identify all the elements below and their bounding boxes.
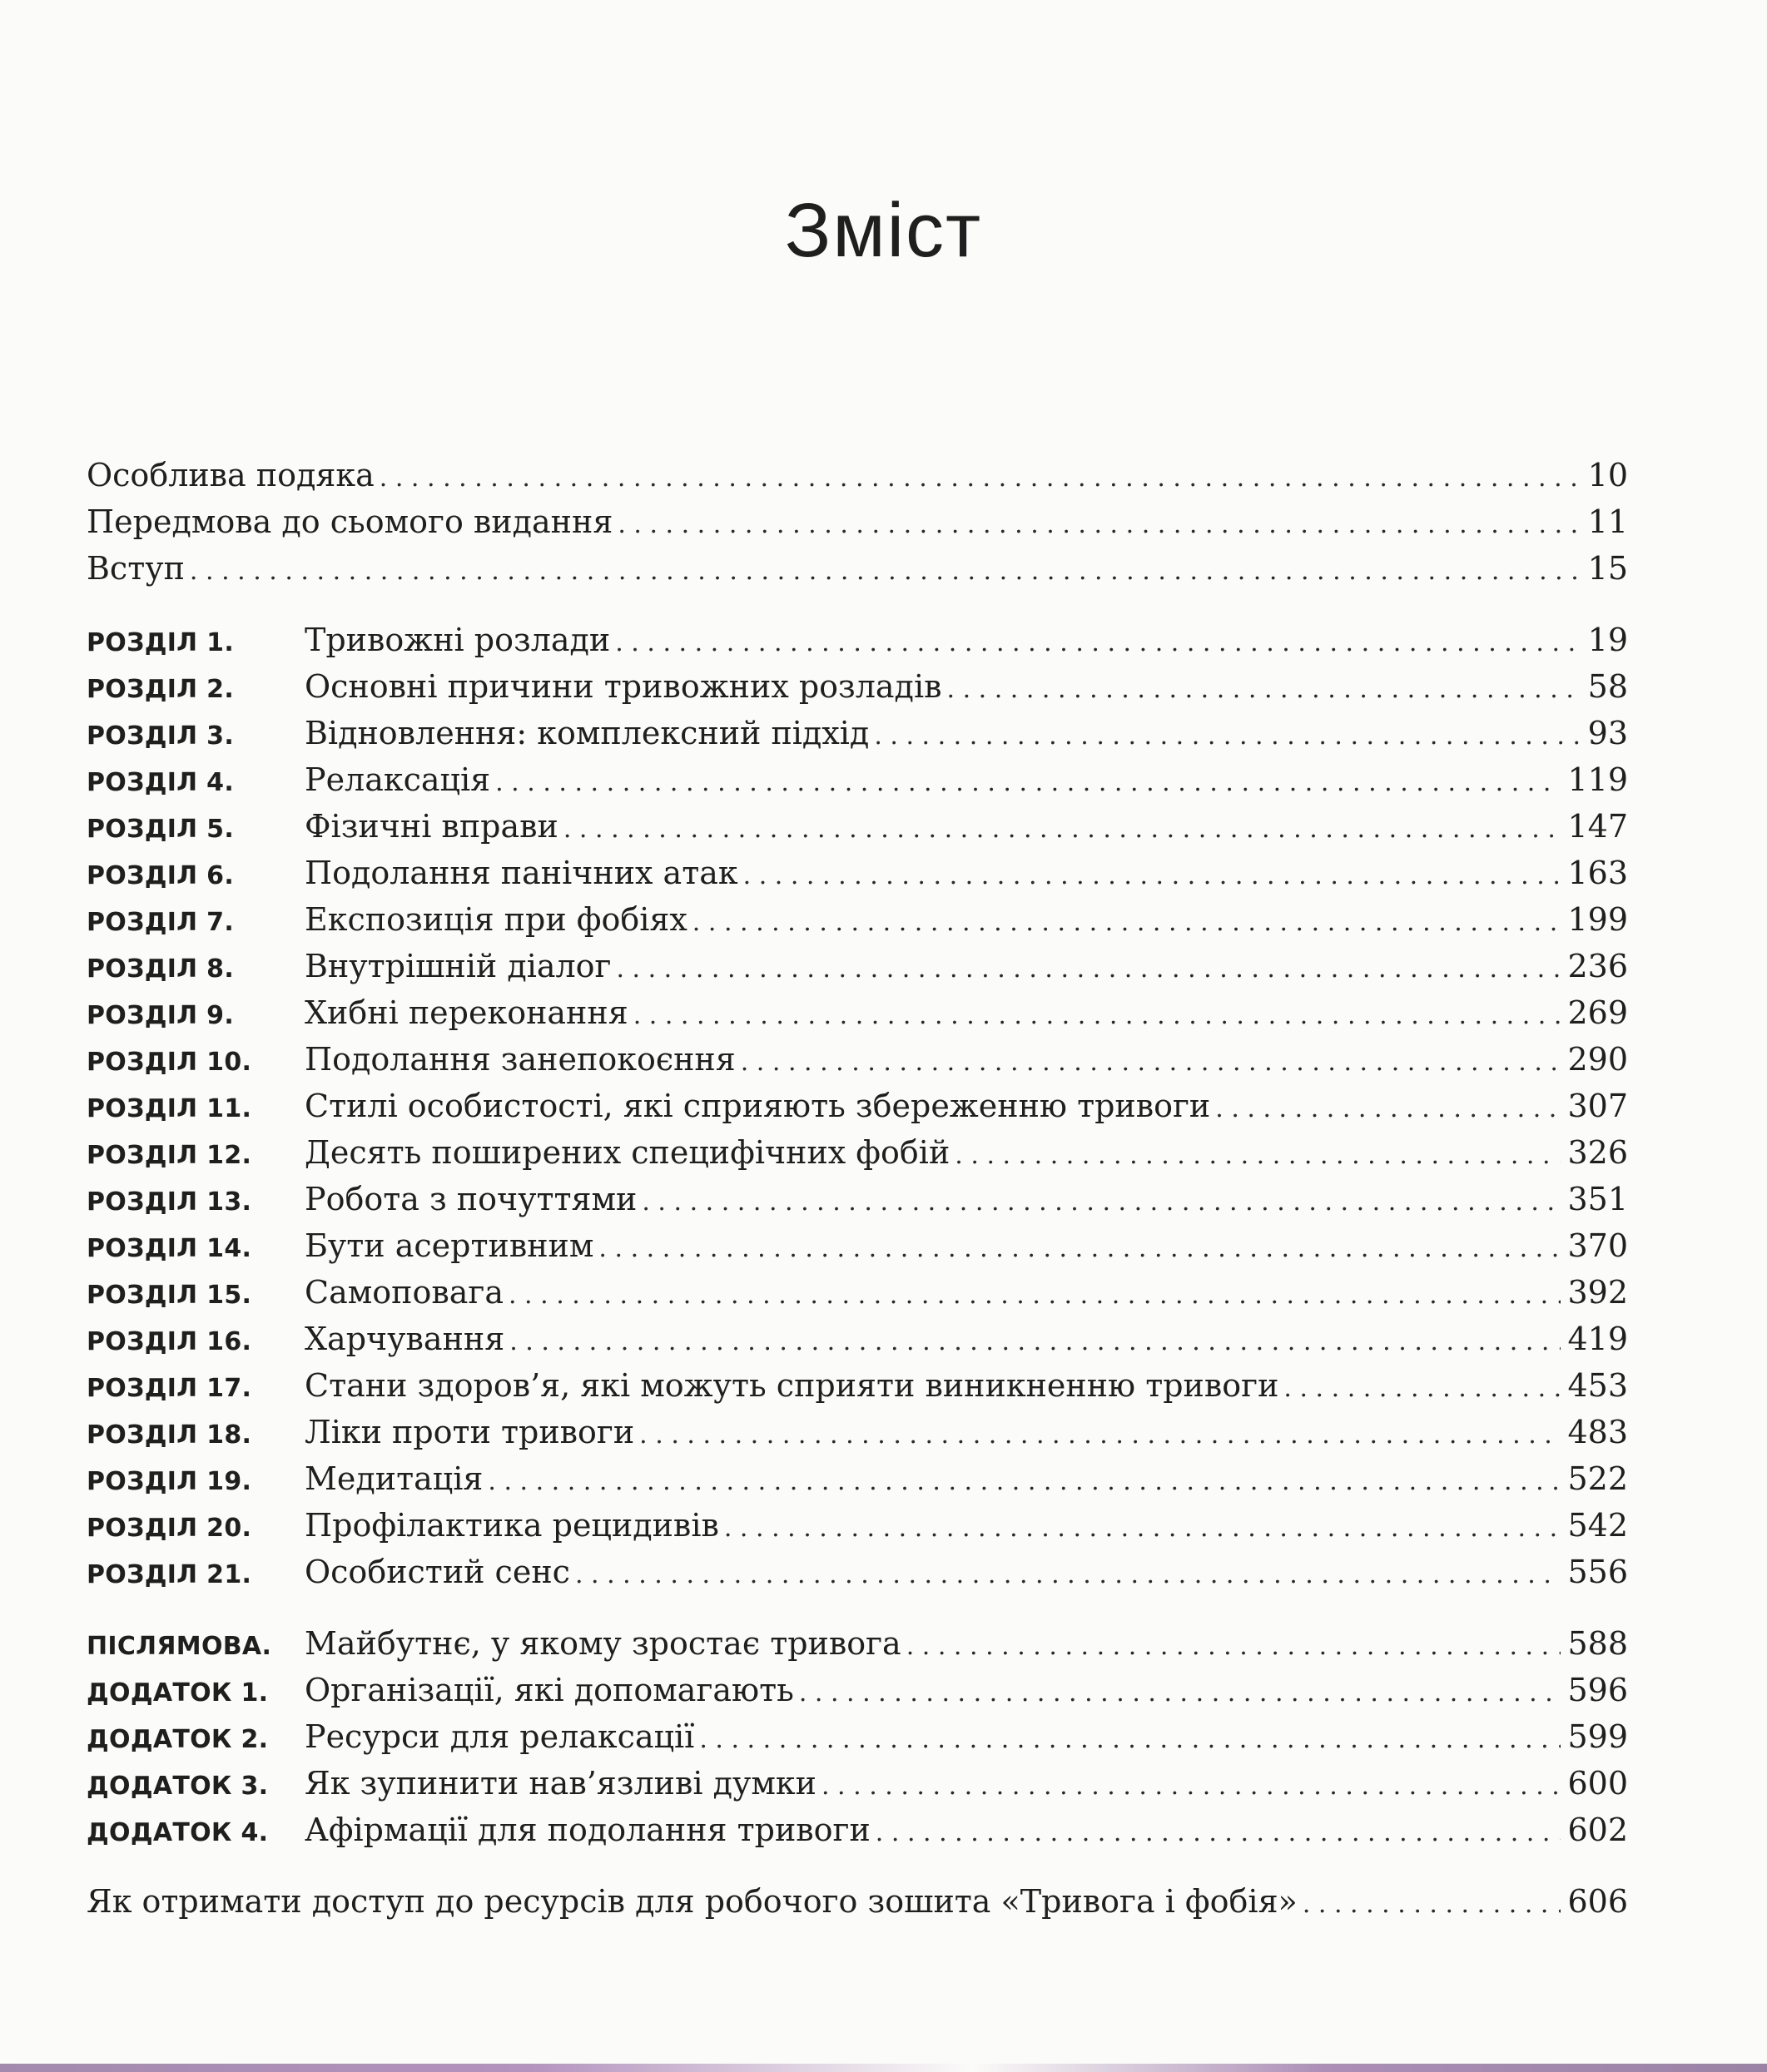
entry-label: ДОДАТОК 1. bbox=[87, 1678, 269, 1708]
toc-entry[interactable] bbox=[87, 1409, 1628, 1455]
entry-title: Самоповага bbox=[305, 1274, 504, 1311]
toc-entry[interactable] bbox=[87, 1667, 1628, 1713]
entry-label: РОЗДІЛ 10. bbox=[87, 1048, 252, 1077]
entry-page: 19 bbox=[1587, 622, 1628, 658]
dot-leader bbox=[598, 1226, 1561, 1272]
dot-leader bbox=[618, 502, 1581, 548]
entry-label: РОЗДІЛ 20. bbox=[87, 1514, 252, 1543]
entry-title: Релаксація bbox=[305, 761, 491, 798]
dot-leader bbox=[509, 1272, 1561, 1319]
entry-page: 10 bbox=[1587, 457, 1628, 493]
front-matter-list bbox=[87, 452, 1628, 592]
toc-entry[interactable] bbox=[87, 663, 1628, 710]
entry-title: Як отримати доступ до ресурсів для робочого зошита «Тривога і фобія» bbox=[87, 1883, 1298, 1920]
toc-entry[interactable] bbox=[87, 1455, 1628, 1502]
toc-entry[interactable] bbox=[87, 1362, 1628, 1409]
toc-entry[interactable] bbox=[87, 756, 1628, 803]
entry-title: Ліки проти тривоги bbox=[305, 1414, 635, 1450]
dot-leader bbox=[724, 1505, 1561, 1552]
entry-label: РОЗДІЛ 11. bbox=[87, 1094, 252, 1123]
toc-entry[interactable] bbox=[87, 1807, 1628, 1853]
entry-title: Внутрішній діалог bbox=[305, 948, 612, 984]
entry-label: РОЗДІЛ 17. bbox=[87, 1374, 252, 1403]
entry-label: ПІСЛЯМОВА. bbox=[87, 1632, 272, 1661]
entry-title: Бути асертивним bbox=[305, 1227, 594, 1264]
toc-entry[interactable] bbox=[87, 1083, 1628, 1129]
entry-page: 11 bbox=[1587, 503, 1628, 540]
dot-leader bbox=[616, 946, 1561, 993]
toc-entry[interactable] bbox=[87, 617, 1628, 663]
entry-page: 236 bbox=[1567, 948, 1628, 984]
dot-leader bbox=[190, 548, 1581, 595]
toc-entry[interactable] bbox=[87, 896, 1628, 943]
entry-page: 307 bbox=[1567, 1088, 1628, 1124]
entry-page: 290 bbox=[1567, 1041, 1628, 1078]
dot-leader bbox=[1303, 1881, 1561, 1928]
entry-page: 600 bbox=[1567, 1765, 1628, 1802]
toc-entry[interactable] bbox=[87, 1129, 1628, 1176]
entry-page: 588 bbox=[1567, 1625, 1628, 1662]
entry-label: РОЗДІЛ 15. bbox=[87, 1281, 252, 1310]
entry-label: РОЗДІЛ 19. bbox=[87, 1467, 252, 1496]
dot-leader bbox=[509, 1319, 1561, 1366]
toc-entry[interactable] bbox=[87, 545, 1628, 592]
entry-page: 269 bbox=[1567, 994, 1628, 1031]
entry-label: РОЗДІЛ 18. bbox=[87, 1420, 252, 1450]
entry-title: Особлива подяка bbox=[87, 457, 375, 493]
toc-entry[interactable] bbox=[87, 1222, 1628, 1269]
dot-leader bbox=[639, 1412, 1561, 1459]
entry-label: РОЗДІЛ 13. bbox=[87, 1187, 252, 1217]
entry-label: РОЗДІЛ 6. bbox=[87, 861, 235, 890]
entry-title: Медитація bbox=[305, 1460, 484, 1497]
dot-leader bbox=[1215, 1086, 1561, 1133]
entry-title: Основні причини тривожних розладів bbox=[305, 668, 942, 705]
dot-leader bbox=[821, 1763, 1561, 1810]
toc-entry[interactable] bbox=[87, 1036, 1628, 1083]
toc-entry[interactable] bbox=[87, 1549, 1628, 1595]
entry-page: 58 bbox=[1587, 668, 1628, 705]
toc-entry[interactable] bbox=[87, 1316, 1628, 1362]
toc-entry[interactable] bbox=[87, 452, 1628, 498]
entry-page: 199 bbox=[1567, 901, 1628, 938]
entry-label: РОЗДІЛ 1. bbox=[87, 628, 235, 657]
entry-page: 370 bbox=[1567, 1227, 1628, 1264]
entry-page: 163 bbox=[1567, 855, 1628, 891]
entry-title: Хибні переконання bbox=[305, 994, 628, 1031]
entry-title: Подолання занепокоєння bbox=[305, 1041, 736, 1078]
entry-page: 556 bbox=[1567, 1554, 1628, 1590]
toc-entry[interactable] bbox=[87, 1176, 1628, 1222]
dot-leader bbox=[741, 1039, 1561, 1086]
entry-title: Експозиція при фобіях bbox=[305, 901, 687, 938]
dot-leader bbox=[1283, 1366, 1561, 1412]
entry-title: Майбутнє, у якому зростає тривога bbox=[305, 1625, 901, 1662]
entry-title: Стани здоров’я, які можуть сприяти виникненню тривоги bbox=[305, 1367, 1279, 1404]
entry-page: 93 bbox=[1587, 715, 1628, 751]
toc-entry[interactable] bbox=[87, 710, 1628, 756]
toc-entry[interactable] bbox=[87, 1713, 1628, 1760]
page-edge bbox=[0, 2064, 1767, 2072]
dot-leader bbox=[955, 1133, 1561, 1179]
entry-title: Подолання панічних атак bbox=[305, 855, 738, 891]
dot-leader bbox=[874, 713, 1581, 760]
entry-title: Афірмації для подолання тривоги bbox=[305, 1812, 871, 1848]
entry-label: РОЗДІЛ 8. bbox=[87, 954, 235, 984]
dot-leader bbox=[799, 1670, 1561, 1717]
entry-label: РОЗДІЛ 9. bbox=[87, 1001, 235, 1030]
toc-entry[interactable] bbox=[87, 850, 1628, 896]
entry-title: Тривожні розлади bbox=[305, 622, 611, 658]
entry-page: 453 bbox=[1567, 1367, 1628, 1404]
entry-title: Фізичні вправи bbox=[305, 808, 558, 845]
entry-title: Вступ bbox=[87, 550, 185, 587]
dot-leader bbox=[488, 1459, 1561, 1505]
dot-leader bbox=[692, 900, 1561, 946]
entry-page: 602 bbox=[1567, 1812, 1628, 1848]
entry-title: Профілактика рецидивів bbox=[305, 1507, 719, 1544]
entry-title: Відновлення: комплексний підхід bbox=[305, 715, 870, 751]
entry-label: РОЗДІЛ 5. bbox=[87, 815, 235, 844]
entry-title: Десять поширених специфічних фобій bbox=[305, 1134, 951, 1171]
dot-leader bbox=[495, 760, 1561, 806]
dot-leader bbox=[633, 993, 1561, 1039]
entry-label: ДОДАТОК 4. bbox=[87, 1818, 269, 1847]
entry-label: РОЗДІЛ 7. bbox=[87, 908, 235, 937]
toc-entry[interactable] bbox=[87, 943, 1628, 989]
toc-entry[interactable] bbox=[87, 803, 1628, 850]
entry-page: 326 bbox=[1567, 1134, 1628, 1171]
chapter-list bbox=[87, 617, 1628, 1595]
entry-page: 606 bbox=[1567, 1883, 1628, 1920]
entry-title: Організації, які допомагають bbox=[305, 1672, 794, 1708]
entry-page: 392 bbox=[1567, 1274, 1628, 1311]
entry-title: Ресурси для релаксації bbox=[305, 1718, 695, 1755]
entry-page: 147 bbox=[1567, 808, 1628, 845]
entry-label: РОЗДІЛ 21. bbox=[87, 1560, 252, 1589]
entry-page: 419 bbox=[1567, 1321, 1628, 1357]
entry-title: Харчування bbox=[305, 1321, 505, 1357]
entry-page: 542 bbox=[1567, 1507, 1628, 1544]
dot-leader bbox=[615, 620, 1581, 667]
entry-label: РОЗДІЛ 2. bbox=[87, 675, 235, 704]
toc-entry[interactable] bbox=[87, 1269, 1628, 1316]
entry-title: Стилі особистості, які сприяють збереженню тривоги bbox=[305, 1088, 1211, 1124]
dot-leader bbox=[575, 1552, 1561, 1599]
page-title: Зміст bbox=[784, 188, 983, 273]
entry-label: РОЗДІЛ 12. bbox=[87, 1141, 252, 1170]
back-matter-list bbox=[87, 1620, 1628, 1853]
dot-leader bbox=[563, 806, 1561, 853]
entry-title: Робота з почуттями bbox=[305, 1181, 638, 1217]
dot-leader bbox=[947, 667, 1581, 713]
dot-leader bbox=[876, 1810, 1561, 1856]
entry-page: 119 bbox=[1567, 761, 1628, 798]
entry-title: Особистий сенс bbox=[305, 1554, 570, 1590]
entry-page: 522 bbox=[1567, 1460, 1628, 1497]
toc-entry[interactable] bbox=[87, 989, 1628, 1036]
entry-label: РОЗДІЛ 3. bbox=[87, 721, 235, 751]
entry-page: 351 bbox=[1567, 1181, 1628, 1217]
entry-title: Як зупинити нав’язливі думки bbox=[305, 1765, 816, 1802]
entry-title: Передмова до сьомого видання bbox=[87, 503, 613, 540]
dot-leader bbox=[906, 1623, 1561, 1670]
entry-label: РОЗДІЛ 14. bbox=[87, 1234, 252, 1263]
entry-page: 15 bbox=[1587, 550, 1628, 587]
entry-label: ДОДАТОК 3. bbox=[87, 1772, 269, 1801]
dot-leader bbox=[380, 455, 1581, 502]
dot-leader bbox=[743, 853, 1561, 900]
dot-leader bbox=[642, 1179, 1561, 1226]
entry-label: РОЗДІЛ 16. bbox=[87, 1327, 252, 1356]
table-of-contents bbox=[87, 452, 1628, 1925]
toc-entry-final[interactable] bbox=[87, 1878, 1628, 1925]
dot-leader bbox=[699, 1717, 1561, 1763]
entry-label: РОЗДІЛ 4. bbox=[87, 768, 235, 797]
toc-entry[interactable] bbox=[87, 1760, 1628, 1807]
toc-entry[interactable] bbox=[87, 1620, 1628, 1667]
entry-page: 596 bbox=[1567, 1672, 1628, 1708]
entry-page: 599 bbox=[1567, 1718, 1628, 1755]
entry-label: ДОДАТОК 2. bbox=[87, 1725, 269, 1754]
toc-entry[interactable] bbox=[87, 1502, 1628, 1549]
entry-page: 483 bbox=[1567, 1414, 1628, 1450]
toc-entry[interactable] bbox=[87, 498, 1628, 545]
